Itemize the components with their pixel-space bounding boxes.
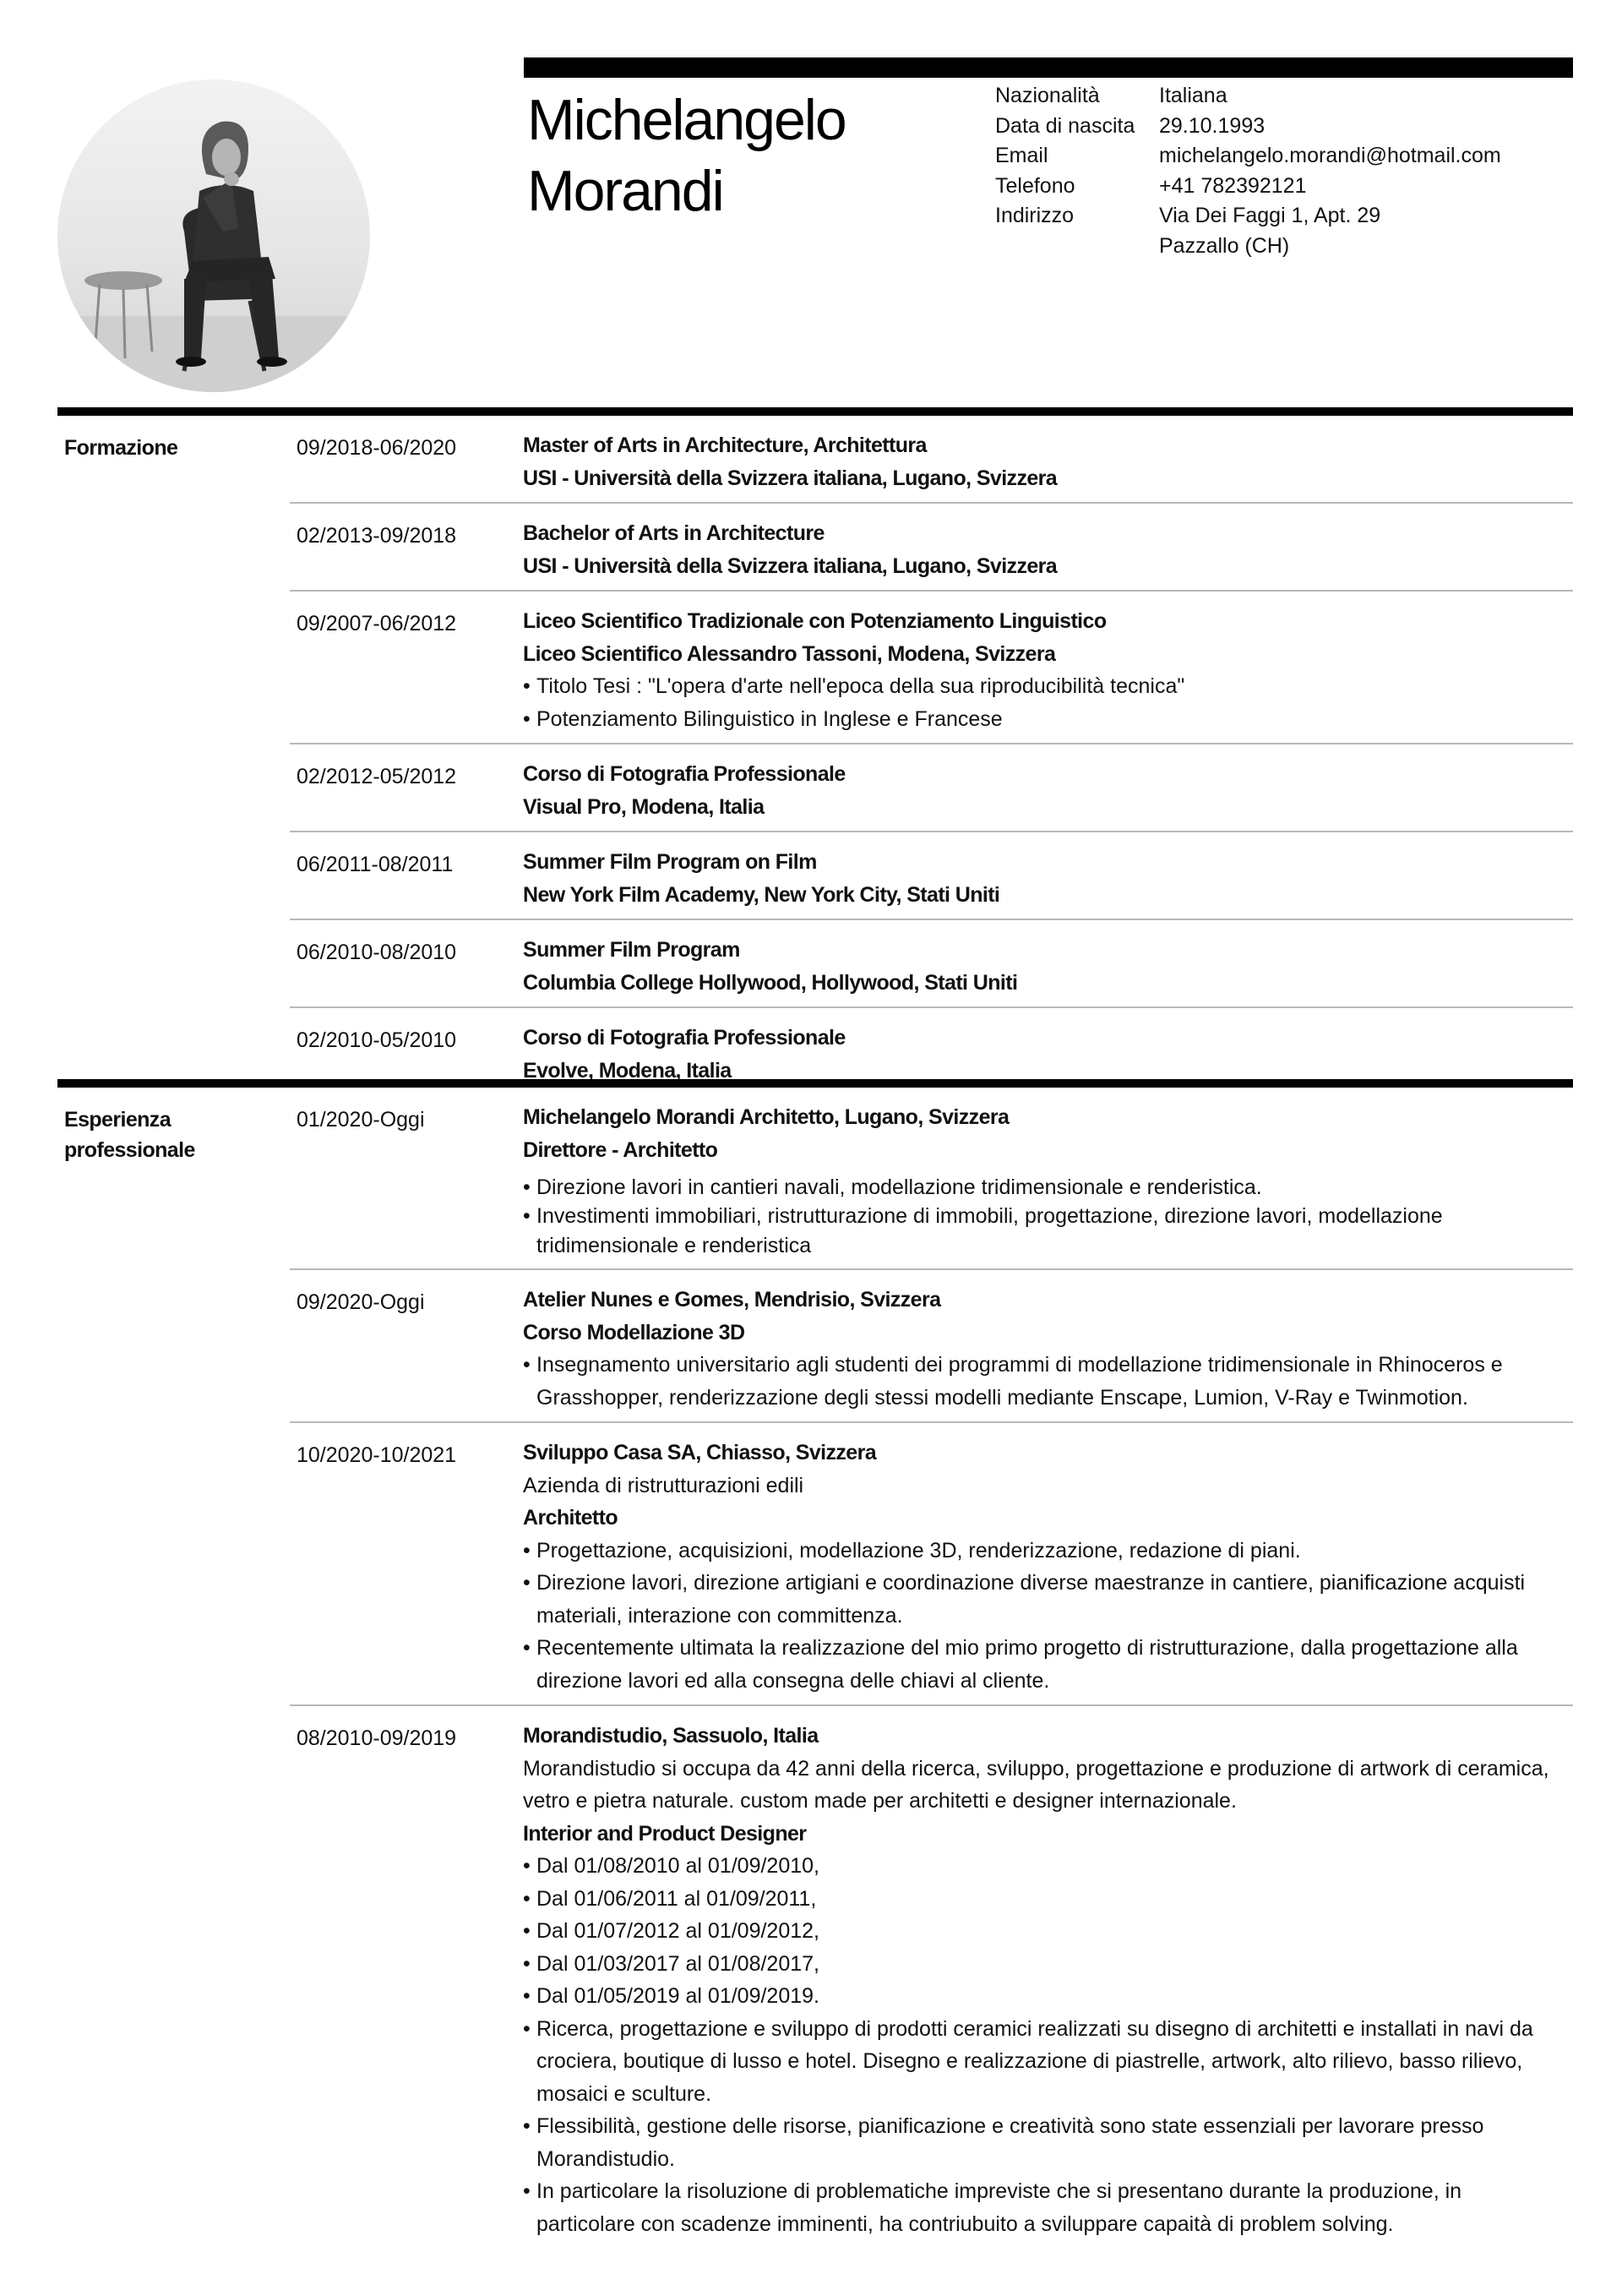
- phone-value: +41 782392121: [1159, 173, 1307, 198]
- entry-bullet: • Direzione lavori in cantieri navali, modellazione tridimensionale e renderistica.: [523, 1173, 1565, 1202]
- entry-date: 01/2020-Oggi: [297, 1108, 425, 1132]
- education-entry: [290, 920, 1573, 1008]
- entry-date: 06/2011-08/2011: [297, 853, 454, 876]
- section-title-line-2: professionale: [64, 1138, 195, 1162]
- info-label: Email: [995, 144, 1048, 167]
- entry-school: USI - Università della Svizzera italiana, Lugano, Svizzera: [523, 554, 1058, 578]
- experience-entry: [290, 1423, 1573, 1706]
- entry-bullet: • In particolare la risoluzione di problematiche impreviste che si presentano durante la produzione, in particolare con scadenze imminenti, ha contriubuito a sviluppare capaità di problem solving.: [523, 2175, 1565, 2240]
- experience-section: [57, 1079, 1573, 2248]
- entry-date: 10/2020-10/2021: [297, 1443, 457, 1467]
- info-row-address: [995, 201, 1501, 232]
- entry-role: Direttore - Architetto: [523, 1137, 718, 1162]
- entry-title: Master of Arts in Architecture, Architettura: [523, 434, 927, 457]
- info-row-birthdate: [995, 112, 1501, 142]
- entry-date: 08/2010-09/2019: [297, 1726, 457, 1750]
- entry-bullet: • Direzione lavori, direzione artigiani e coordinazione diverse maestranze in cantiere, pianificazione acquisti materiali, interazione con committenza.: [523, 1567, 1565, 1632]
- entry-date: 02/2013-09/2018: [297, 524, 457, 548]
- entry-bullet: • Dal 01/03/2017 al 01/08/2017,: [523, 1948, 1565, 1981]
- entry-date: 02/2012-05/2012: [297, 765, 457, 788]
- candidate-name: [527, 85, 966, 226]
- entry-bullet: • Dal 01/08/2010 al 01/09/2010,: [523, 1850, 1565, 1883]
- entry-body: [523, 1437, 1573, 1697]
- profile-photo: [57, 79, 370, 392]
- entry-company: Atelier Nunes e Gomes, Mendrisio, Svizzera: [523, 1288, 941, 1312]
- section-title: [64, 1104, 195, 1165]
- entry-title: Corso di Fotografia Professionale: [523, 1026, 846, 1050]
- entry-description: Morandistudio si occupa da 42 anni della ricerca, sviluppo, progettazione e produzione di artwork di ceramica, vetro e pietra naturale. custom made per architetti e designer internazionale.: [523, 1756, 1549, 1813]
- entry-school: Liceo Scientifico Alessandro Tassoni, Modena, Svizzera: [523, 641, 1056, 666]
- entry-school: USI - Università della Svizzera italiana, Lugano, Svizzera: [523, 466, 1058, 490]
- section-title-line-1: Esperienza: [64, 1108, 171, 1132]
- entry-bullet: • Insegnamento universitario agli studenti dei programmi di modellazione tridimensionale in Rhinoceros e Grasshopper, renderizzazione degli stessi modelli mediante Enscape, Lumion, V-Ray e Twinmotion.: [523, 1349, 1565, 1414]
- section-title: Formazione: [64, 436, 178, 460]
- info-value: Pazzallo (CH): [1159, 233, 1290, 258]
- entry-title: Summer Film Program: [523, 938, 740, 962]
- entry-body: [523, 429, 1573, 494]
- education-entry: [290, 832, 1573, 920]
- entry-company: Morandistudio, Sassuolo, Italia: [523, 1724, 819, 1748]
- entry-school: Columbia College Hollywood, Hollywood, Stati Uniti: [523, 970, 1018, 995]
- entry-bullet: • Ricerca, progettazione e sviluppo di prodotti ceramici realizzati su disegno di architetti e installati in navi da crociera, boutique di lusso e hotel. Disegno e realizzazione di piastrelle, artwork, alto rilievo, basso rilievo, mosaici e sculture.: [523, 2013, 1565, 2111]
- info-label: Telefono: [995, 173, 1075, 198]
- entry-body: [523, 758, 1573, 823]
- entry-bullet: • Dal 01/05/2019 al 01/09/2019.: [523, 1980, 1565, 2013]
- name-line-2: Morandi: [527, 159, 723, 223]
- entry-school: New York Film Academy, New York City, Stati Uniti: [523, 882, 1000, 907]
- entry-date: 09/2020-Oggi: [297, 1290, 425, 1314]
- entry-bullet: • Flessibilità, gestione delle risorse, pianificazione e creatività sono state essenziali per lavorare presso Morandistudio.: [523, 2110, 1565, 2175]
- entry-date: 09/2007-06/2012: [297, 612, 457, 635]
- education-list: [290, 416, 1573, 1094]
- header-top-bar: [524, 57, 1573, 78]
- info-row-address-2: [995, 232, 1501, 262]
- experience-entry: [290, 1088, 1573, 1270]
- email-link[interactable]: michelangelo.morandi@hotmail.com: [1159, 144, 1501, 167]
- education-entry: [290, 504, 1573, 592]
- info-label: [995, 232, 1159, 262]
- entry-date: 06/2010-08/2010: [297, 941, 457, 964]
- personal-info: [995, 81, 1501, 261]
- experience-entry: [290, 1706, 1573, 2248]
- education-entry: [290, 416, 1573, 504]
- entry-bullet: • Potenziamento Bilinguistico in Inglese e Francese: [523, 703, 1565, 736]
- entry-body: [523, 1101, 1573, 1261]
- info-row-phone: [995, 172, 1501, 202]
- entry-title: Liceo Scientifico Tradizionale con Potenziamento Linguistico: [523, 609, 1107, 633]
- entry-body: [523, 1284, 1573, 1414]
- entry-body: [523, 846, 1573, 911]
- entry-date: 02/2010-05/2010: [297, 1028, 457, 1052]
- entry-description: Azienda di ristrutturazioni edili: [523, 1473, 804, 1497]
- entry-company: Sviluppo Casa SA, Chiasso, Svizzera: [523, 1441, 877, 1464]
- entry-role: Corso Modellazione 3D: [523, 1320, 745, 1344]
- info-value: Italiana: [1159, 84, 1227, 107]
- entry-school: Visual Pro, Modena, Italia: [523, 794, 765, 819]
- info-label: Indirizzo: [995, 204, 1075, 227]
- entry-bullet: • Dal 01/07/2012 al 01/09/2012,: [523, 1915, 1565, 1948]
- entry-role: Interior and Product Designer: [523, 1821, 807, 1846]
- info-label: Nazionalità: [995, 84, 1100, 107]
- info-value: 29.10.1993: [1159, 113, 1265, 138]
- entry-school: Evolve, Modena, Italia: [523, 1058, 732, 1083]
- entry-title: Summer Film Program on Film: [523, 850, 817, 874]
- experience-entry: [290, 1270, 1573, 1423]
- entry-body: [523, 1720, 1573, 2240]
- entry-body: [523, 934, 1573, 999]
- entry-title: Bachelor of Arts in Architecture: [523, 521, 825, 545]
- education-entry: [290, 744, 1573, 832]
- info-row-email: [995, 141, 1501, 172]
- name-line-1: Michelangelo: [527, 88, 846, 152]
- entry-body: [523, 605, 1573, 735]
- entry-bullet: • Investimenti immobiliari, ristrutturazione di immobili, progettazione, direzione lavori, modellazione tridimensionale e renderistica: [523, 1202, 1565, 1261]
- education-section: [57, 407, 1573, 1094]
- portrait-illustration: [57, 79, 370, 392]
- entry-company: Michelangelo Morandi Architetto, Lugano, Svizzera: [523, 1105, 1010, 1129]
- info-row-nationality: [995, 81, 1501, 112]
- entry-title: Corso di Fotografia Professionale: [523, 762, 846, 786]
- entry-date: 09/2018-06/2020: [297, 436, 457, 460]
- entry-body: [523, 1022, 1573, 1087]
- entry-bullet: • Dal 01/06/2011 al 01/09/2011,: [523, 1883, 1565, 1916]
- entry-role: Architetto: [523, 1506, 618, 1530]
- entry-bullet: • Recentemente ultimata la realizzazione del mio primo progetto di ristrutturazione, dalla progettazione alla direzione lavori ed alla consegna delle chiavi al cliente.: [523, 1632, 1565, 1697]
- entry-bullet: • Progettazione, acquisizioni, modellazione 3D, renderizzazione, redazione di piani.: [523, 1535, 1565, 1568]
- experience-list: [290, 1088, 1573, 2248]
- info-label: Data di nascita: [995, 113, 1135, 138]
- education-entry: [290, 592, 1573, 744]
- info-value: Via Dei Faggi 1, Apt. 29: [1159, 204, 1381, 227]
- entry-body: [523, 517, 1573, 582]
- entry-bullet: • Titolo Tesi : "L'opera d'arte nell'epoca della sua riproducibilità tecnica": [523, 670, 1565, 703]
